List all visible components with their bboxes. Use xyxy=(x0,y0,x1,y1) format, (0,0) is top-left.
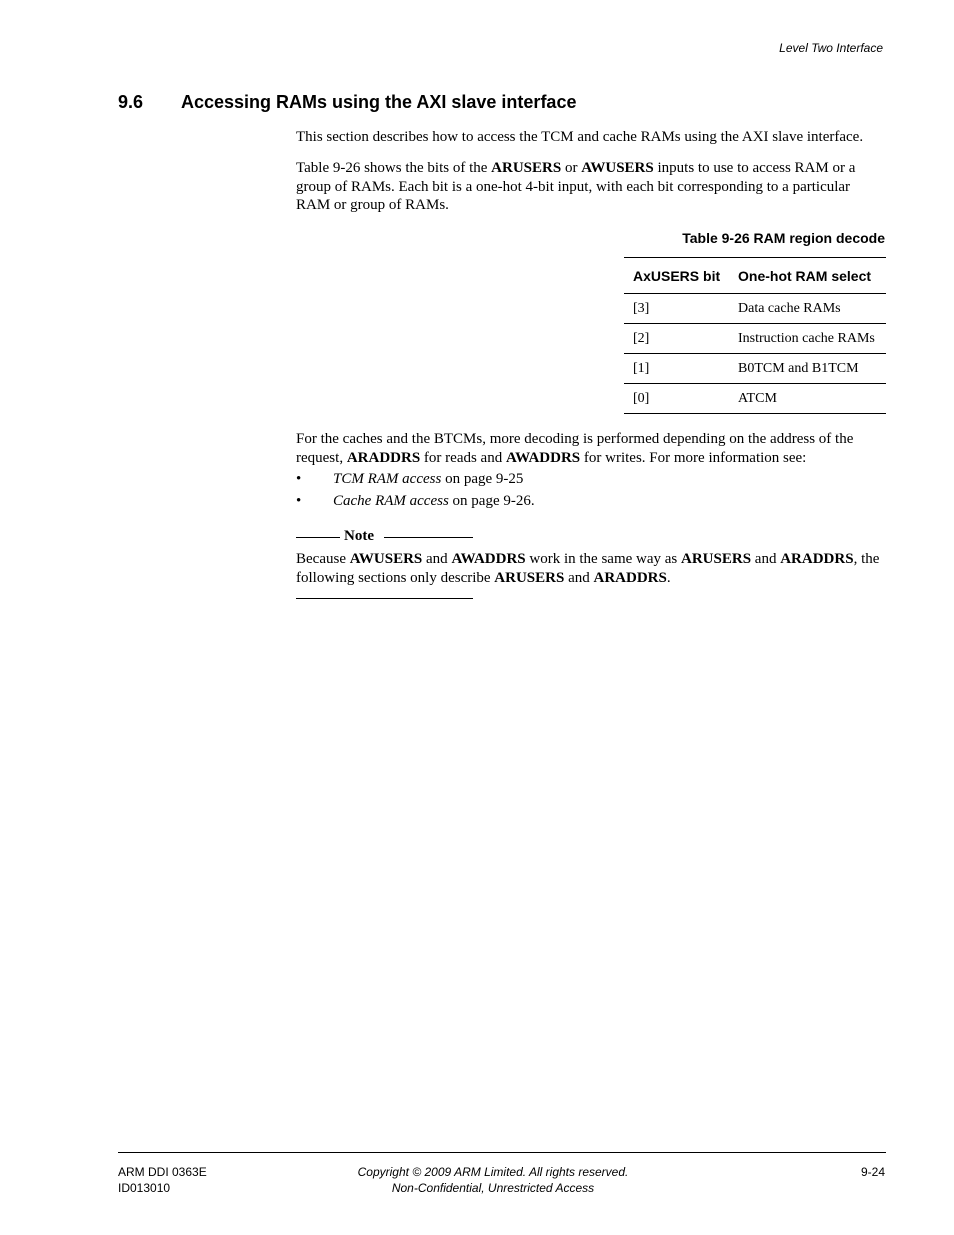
section-title: Accessing RAMs using the AXI slave interface xyxy=(181,92,577,112)
note-text xyxy=(296,550,886,587)
signal-name: ARADDRS xyxy=(593,569,667,586)
decoding-paragraph xyxy=(296,430,886,467)
table-description-paragraph xyxy=(296,159,886,215)
note-rule-right xyxy=(384,537,473,538)
table-caption: Table 9-26 RAM region decode xyxy=(682,230,885,246)
table-header-row xyxy=(624,258,886,294)
page-number: 9-24 xyxy=(860,1165,885,1179)
running-header: Level Two Interface xyxy=(779,41,883,55)
text-run: , the following sections only describe xyxy=(296,551,880,586)
signal-name: ARUSERS xyxy=(681,551,752,567)
page-reference: on page 9-25 xyxy=(441,471,524,487)
table-row xyxy=(624,354,886,384)
column-header: One-hot RAM select xyxy=(729,258,886,294)
text-run: inputs to use to access RAM or a group of RAMs. Each bit is a one-hot 4-bit input, with each bit corresponding to a particular RAM or group of RAMs. xyxy=(296,160,856,213)
list-item-text xyxy=(333,470,523,488)
text-run: and xyxy=(751,551,781,567)
text-run: for writes. For more information see: xyxy=(580,449,807,466)
reference-list xyxy=(296,470,886,514)
note-rule-left xyxy=(296,537,340,538)
signal-name: AWADDRS xyxy=(451,551,526,567)
table-cell: B0TCM and B1TCM xyxy=(729,354,886,384)
signal-name: AWADDRS xyxy=(505,449,581,466)
access-notice: Non-Confidential, Unrestricted Access xyxy=(391,1181,595,1195)
text-run: and xyxy=(422,551,452,567)
text-run: Table 9-26 shows the bits of the xyxy=(296,160,492,176)
text-run: Because xyxy=(296,551,350,567)
document-id: ARM DDI 0363E xyxy=(118,1165,207,1179)
footer-center xyxy=(300,1164,686,1196)
signal-name: AWUSERS xyxy=(581,160,654,176)
note-label: Note xyxy=(344,528,374,544)
table-cell: [3] xyxy=(624,294,729,324)
table-cell: [1] xyxy=(624,354,729,384)
list-item xyxy=(296,492,886,514)
footer-left xyxy=(118,1164,207,1196)
text-run: For the caches and the BTCMs, more decoding is performed depending on the address of the request, xyxy=(296,431,854,466)
table-cell: [2] xyxy=(624,324,729,354)
table-row xyxy=(624,294,886,324)
text-run: and xyxy=(564,569,594,586)
table-cell: Data cache RAMs xyxy=(729,294,886,324)
text-run: . xyxy=(666,569,671,586)
cross-reference-link[interactable]: Cache RAM access xyxy=(333,493,449,509)
signal-name: ARUSERS xyxy=(494,569,565,586)
bullet-marker: • xyxy=(296,471,302,487)
copyright-notice: Copyright © 2009 ARM Limited. All rights reserved. xyxy=(357,1165,629,1179)
table-row xyxy=(624,384,886,414)
table-cell: [0] xyxy=(624,384,729,414)
section-number: 9.6 xyxy=(118,92,144,112)
text-run: or xyxy=(561,160,582,176)
table-cell: Instruction cache RAMs xyxy=(729,324,886,354)
intro-paragraph: This section describes how to access the TCM and cache RAMs using the AXI slave interface. xyxy=(296,129,864,145)
signal-name: AWUSERS xyxy=(349,551,423,567)
signal-name: ARUSERS xyxy=(491,160,562,176)
signal-name: ARADDRS xyxy=(780,551,854,567)
table-row xyxy=(624,324,886,354)
page-reference: on page 9-26. xyxy=(448,493,535,509)
cross-reference-link[interactable]: TCM RAM access xyxy=(333,471,442,487)
footer-rule xyxy=(118,1152,886,1153)
column-header: AxUSERS bit xyxy=(624,258,729,294)
bullet-marker: • xyxy=(296,493,302,509)
list-item xyxy=(296,470,886,492)
list-item-text xyxy=(333,492,535,510)
issue-id: ID013010 xyxy=(118,1181,171,1195)
ram-region-decode-table xyxy=(624,257,886,414)
table-cell: ATCM xyxy=(729,384,886,414)
signal-name: ARADDRS xyxy=(346,449,421,466)
text-run: work in the same way as xyxy=(525,551,682,567)
text-run: for reads and xyxy=(420,449,506,466)
note-end-rule xyxy=(296,598,473,599)
